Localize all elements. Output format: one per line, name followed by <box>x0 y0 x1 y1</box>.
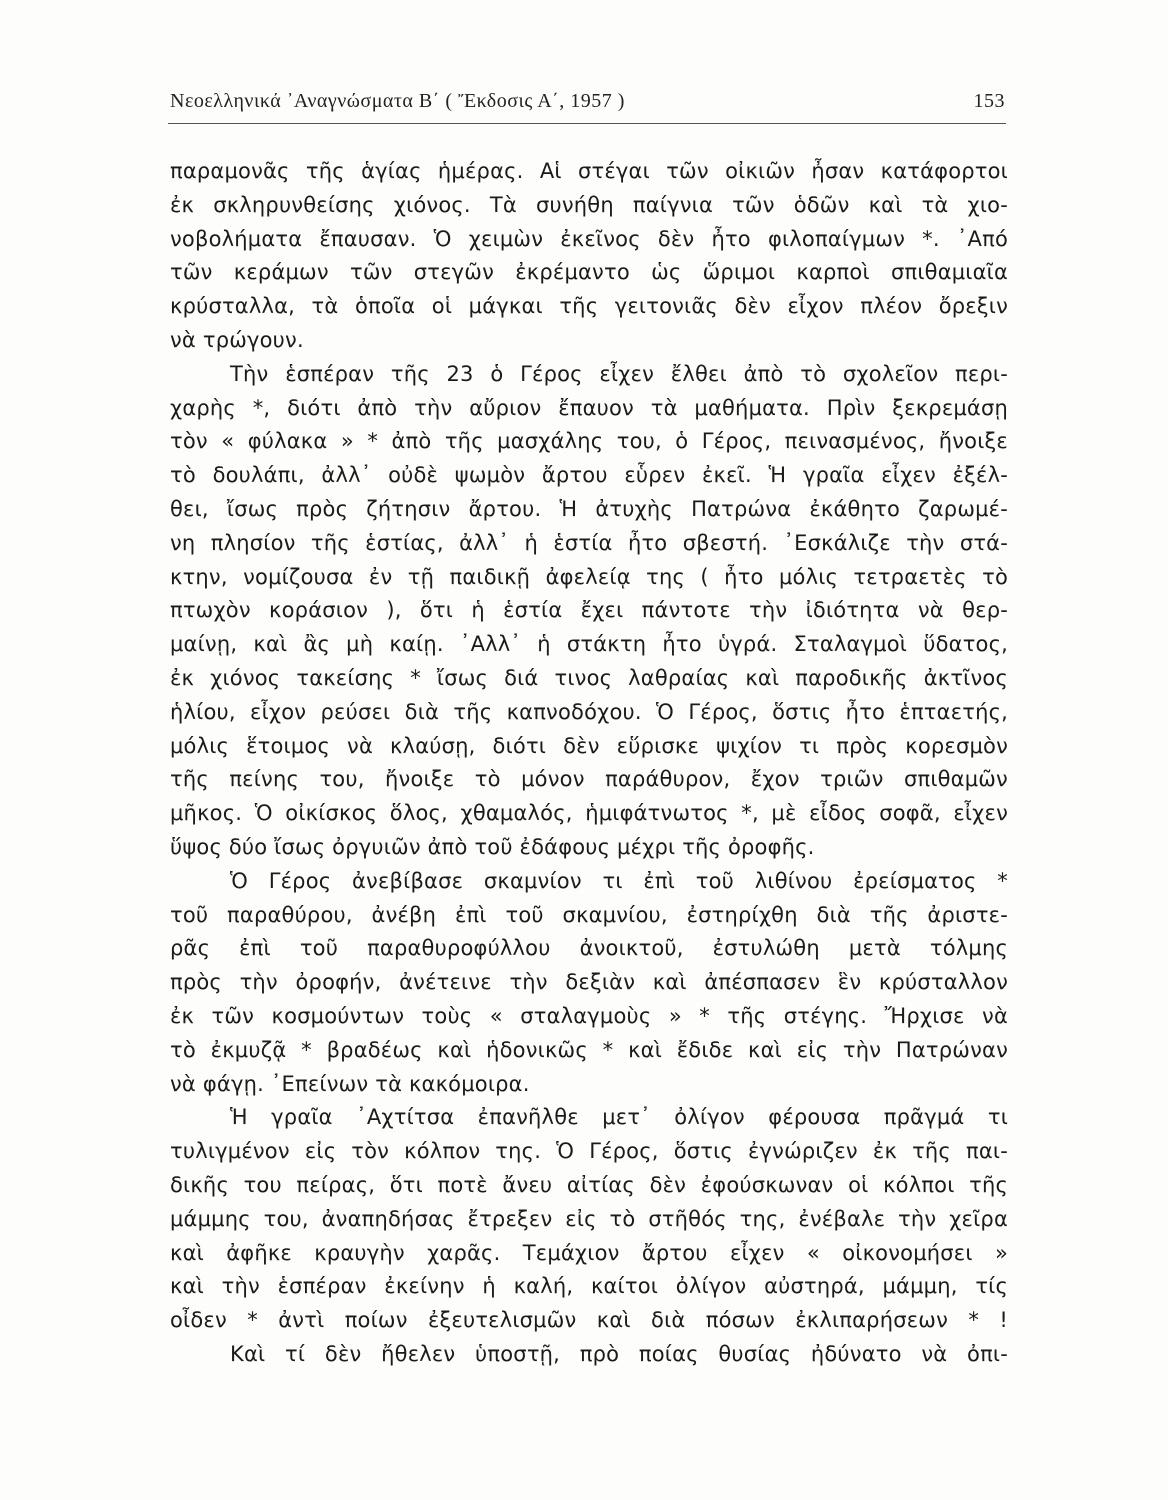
text-line: ἐκ χιόνος τακείσης * ἴσως διά τινος λαθραίας καὶ παροδικῆς ἀκτῖνος <box>170 665 1008 690</box>
text-line: τὸ δουλάπι, ἀλλ᾽ οὐδὲ ψωμὸν ἄρτου εὗρεν ἐκεῖ. Ἡ γραῖα εἶχεν ἐξέλ- <box>170 463 1008 488</box>
text-line: ἐκ σκληρυνθείσης χιόνος. Τὰ συνήθη παίγνια τῶν ὁδῶν καὶ τὰ χιο- <box>170 192 1008 217</box>
page-number: 153 <box>973 90 1005 112</box>
text-line: κτην, νομίζουσα ἐν τῇ παιδικῇ ἀφελείᾳ της ( ἦτο μόλις τετραετὲς τὸ <box>170 564 1008 589</box>
text-line: Τὴν ἑσπέραν τῆς 23 ὁ Γέρος εἶχεν ἔλθει ἀπὸ τὸ σχολεῖον περι- <box>230 361 1008 386</box>
text-line: καὶ τὴν ἑσπέραν ἐκείνην ἡ καλή, καίτοι ὀλίγον αὐστηρά, μάμμη, τίς <box>170 1274 1008 1299</box>
text-line: πρὸς τὴν ὀροφήν, ἀνέτεινε τὴν δεξιὰν καὶ ἀπέσπασεν ἓν κρύσταλλον <box>170 970 1008 995</box>
text-line: πτωχὸν κοράσιον ), ὅτι ἡ ἑστία ἔχει πάντοτε τὴν ἰδιότητα νὰ θερ- <box>170 598 1008 623</box>
text-line: τῶν κεράμων τῶν στεγῶν ἐκρέμαντο ὡς ὥριμοι καρποὶ σπιθαμιαῖα <box>170 260 1008 285</box>
text-line: τὸ ἐκμυζᾷ * βραδέως καὶ ἡδονικῶς * καὶ ἔδιδε καὶ εἰς τὴν Πατρώναν <box>170 1037 1008 1062</box>
text-line: Ὁ Γέρος ἀνεβίβασε σκαμνίον τι ἐπὶ τοῦ λιθίνου ἐρείσματος * <box>230 868 1008 893</box>
text-line: μαίνῃ, καὶ ἂς μὴ καίῃ. ᾽Αλλ᾽ ἡ στάκτη ἦτο ὑγρά. Σταλαγμοὶ ὕδατος, <box>170 632 1008 657</box>
running-header <box>170 90 1005 114</box>
text-line: ἐκ τῶν κοσμούντων τοὺς « σταλαγμοὺς » * τῆς στέγης. Ἤρχισε νὰ <box>170 1003 1008 1028</box>
text-line: καὶ ἀφῆκε κραυγὴν χαρᾶς. Τεμάχιον ἄρτου εἶχεν « οἰκονομήσει » <box>170 1240 1008 1265</box>
body-text <box>170 155 1008 1372</box>
text-line: νη πλησίον τῆς ἑστίας, ἀλλ᾽ ἡ ἑστία ἦτο σβεστή. ᾽Εσκάλιζε τὴν στά- <box>170 530 1008 555</box>
text-line: ὕψος δύο ἴσως ὀργυιῶν ἀπὸ τοῦ ἐδάφους μέχρι τῆς ὀροφῆς. <box>170 834 815 859</box>
text-line: μάμμης του, ἀναπηδήσας ἔτρεξεν εἰς τὸ στῆθός της, ἐνέβαλε τὴν χεῖρα <box>170 1206 1008 1231</box>
text-line: δικῆς του πείρας, ὅτι ποτὲ ἄνευ αἰτίας δὲν ἐφούσκωναν οἱ κόλποι τῆς <box>170 1172 1008 1197</box>
book-title: Νεοελληνικά ᾽Αναγνώσματα Β΄ ( Ἔκδοσις Α΄, 1957 ) <box>170 90 625 112</box>
text-line: τοῦ παραθύρου, ἀνέβη ἐπὶ τοῦ σκαμνίου, ἐστηρίχθη διὰ τῆς ἀριστε- <box>170 902 1008 927</box>
text-line: θει, ἴσως πρὸς ζήτησιν ἄρτου. Ἡ ἀτυχὴς Πατρώνα ἐκάθητο ζαρωμέ- <box>170 496 1008 521</box>
text-line: τυλιγμένον εἰς τὸν κόλπον της. Ὁ Γέρος, ὅστις ἐγνώριζεν ἐκ τῆς παι- <box>170 1139 1008 1164</box>
text-line: μῆκος. Ὁ οἰκίσκος ὅλος, χθαμαλός, ἡμιφάτνωτος *, μὲ εἶδος σοφᾶ, εἶχεν <box>170 801 1008 826</box>
text-line: οἶδεν * ἀντὶ ποίων ἐξευτελισμῶν καὶ διὰ πόσων ἐκλιπαρήσεων * ! <box>170 1308 1008 1333</box>
text-line: νὰ φάγῃ. ᾽Επείνων τὰ κακόμοιρα. <box>170 1071 530 1096</box>
text-line: κρύσταλλα, τὰ ὁποῖα οἱ μάγκαι τῆς γειτονιᾶς δὲν εἶχον πλέον ὄρεξιν <box>170 294 1008 319</box>
text-line: τὸν « φύλακα » * ἀπὸ τῆς μασχάλης του, ὁ Γέρος, πεινασμένος, ἤνοιξε <box>170 429 1008 454</box>
text-line: χαρὴς *, διότι ἀπὸ τὴν αὔριον ἔπαυον τὰ μαθήματα. Πρὶν ξεκρεμάσῃ <box>170 395 1008 420</box>
text-line: Ἡ γραῖα ᾽Αχτίτσα ἐπανῆλθε μετ᾽ ὀλίγον φέρουσα πρᾶγμά τι <box>230 1105 1008 1130</box>
text-line: τῆς πείνης του, ἤνοιξε τὸ μόνον παράθυρον, ἔχον τριῶν σπιθαμῶν <box>170 767 1008 792</box>
text-line: μόλις ἕτοιμος νὰ κλαύσῃ, διότι δὲν εὕρισκε ψιχίον τι πρὸς κορεσμὸν <box>170 733 1008 758</box>
text-line: νοβολήματα ἔπαυσαν. Ὁ χειμὼν ἐκεῖνος δὲν ἦτο φιλοπαίγμων *. ᾽Από <box>170 226 1008 251</box>
header-divider <box>168 123 1006 124</box>
text-line: ἡλίου, εἶχον ρεύσει διὰ τῆς καπνοδόχου. Ὁ Γέρος, ὅστις ἦτο ἑπταετής, <box>170 699 1008 724</box>
text-line: παραμονᾶς τῆς ἁγίας ἡμέρας. Αἱ στέγαι τῶν οἰκιῶν ἦσαν κατάφορτοι <box>170 159 1008 183</box>
text-line: νὰ τρώγουν. <box>170 327 304 352</box>
text-line: Καὶ τί δὲν ἤθελεν ὑποστῇ, πρὸ ποίας θυσίας ἠδύνατο νὰ ὀπι- <box>230 1341 1008 1366</box>
text-line: ρᾶς ἐπὶ τοῦ παραθυροφύλλου ἀνοικτοῦ, ἐστυλώθη μετὰ τόλμης <box>170 936 1008 961</box>
